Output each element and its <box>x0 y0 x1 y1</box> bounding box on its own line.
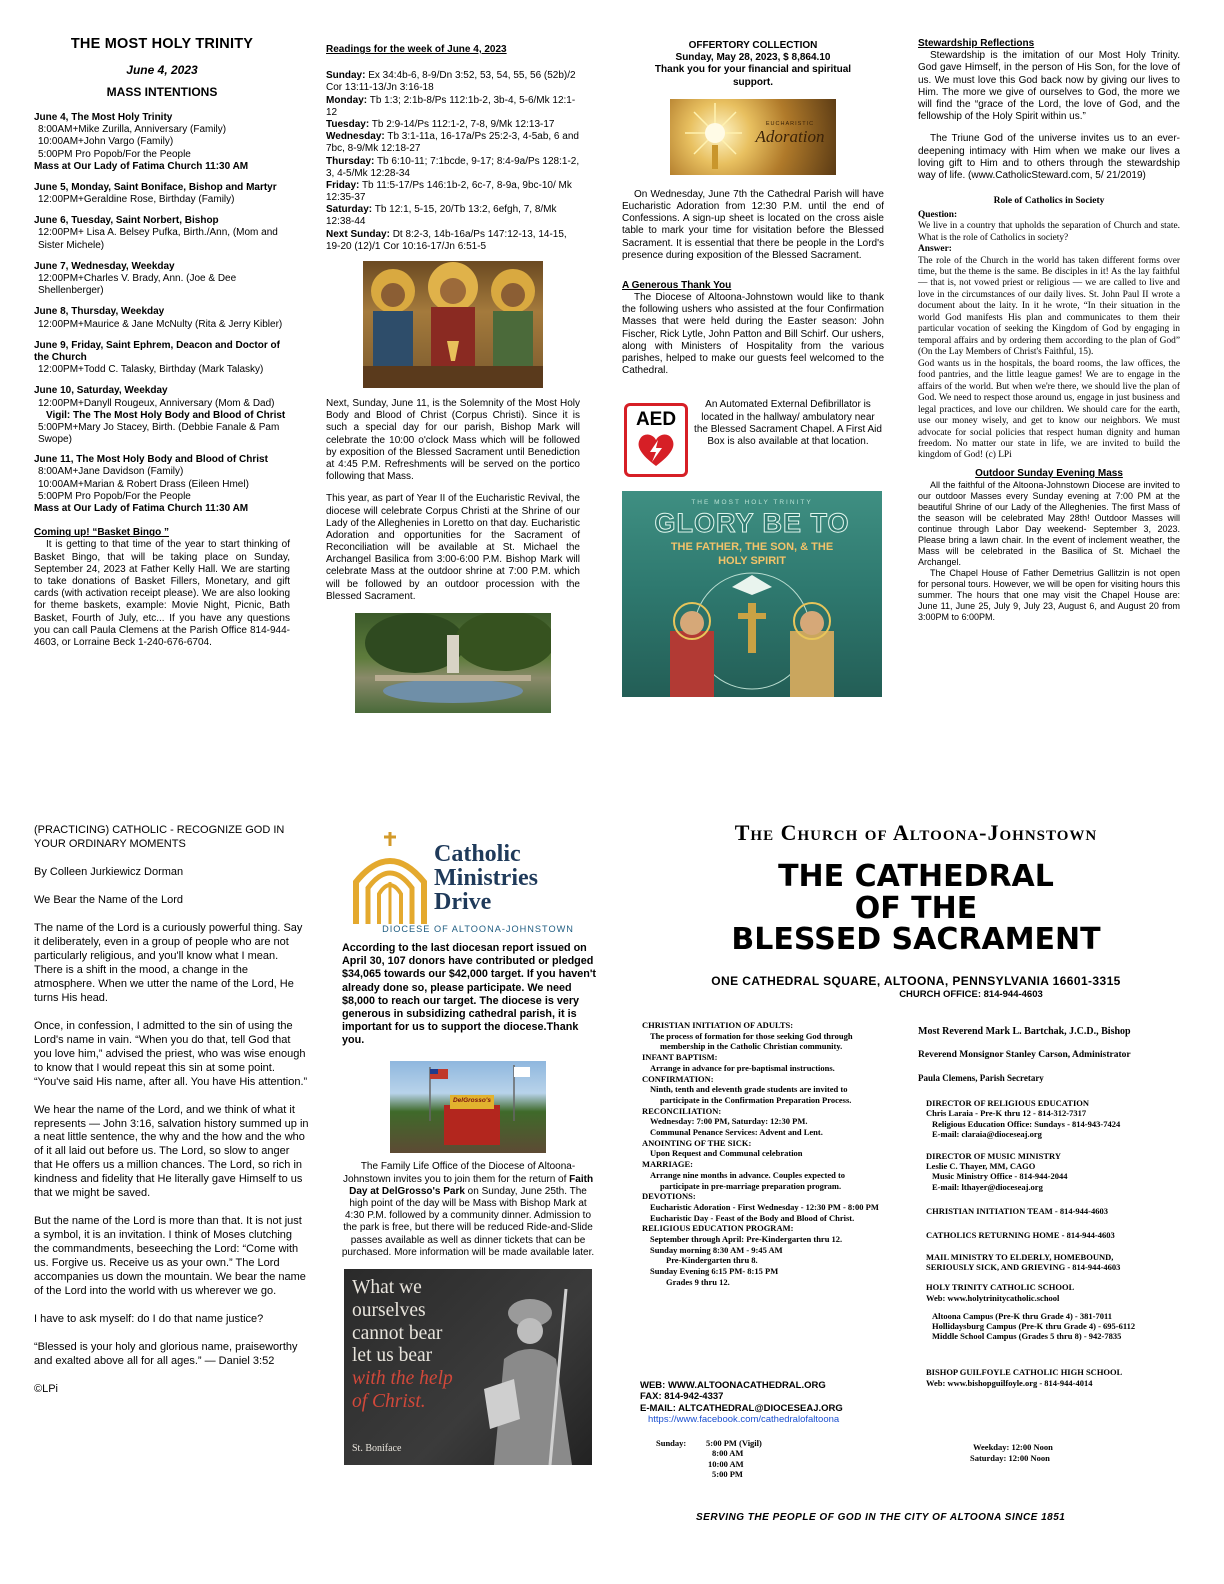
intention-block <box>34 112 290 173</box>
aed-text: An Automated External Defibrillator is located in the hallway/ ambulatory near the Blessed Sacrament Chapel. A First Aid Box is also available at that location. <box>694 399 882 447</box>
intention-note: Mass at Our Lady of Fatima Church 11:30 AM <box>34 160 249 172</box>
school-lines <box>926 1311 1198 1342</box>
cathedral-line2: OF THE <box>854 890 978 926</box>
cit-line: CHRISTIAN INITIATION TEAM - 814-944-4603 <box>926 1205 1108 1216</box>
cmd-text: According to the last diocesan report issued on April 30, 107 donors have contributed or pledged $34,065 towards our $42,000 target. If you haven't already done so, please participate. We need $8,000 to reach our target. The diocese is very generous in subsidizing cathedral parish, it is important for us to support the diocese.Thank you. <box>342 942 596 1047</box>
corpus-christi-text: Next, Sunday, June 11, is the Solemnity of the Most Holy Body and Blood of Christ (Corpus Christi). Since it is such a special day for our parish, Bishop Mark will celebrate the 10:00 o'clock Mass which will be followed by exposition of the Blessed Sacrament until Benediction at 4:45 P.M. Refreshments will be served on the portico following that Mass. <box>326 398 580 483</box>
sacrament-line: Upon Request and Communal celebration <box>650 1148 803 1159</box>
email-line: E-MAIL: ALTCATHEDRAL@DIOCESEAJ.ORG <box>640 1402 843 1414</box>
faith-post: on Sunday, June 25th. The high point of the day will be Mass with Bishop Mark at 4:30 P.M. followed by a community dinner. Admission to the park is free, but there will be reduced Ride-and-Slide passes available as well as dinner tickets that can be purchased. More information will be made available later. <box>341 1185 595 1258</box>
thanks-heading: A Generous Thank You <box>622 279 732 291</box>
sunday-time: 5:00 PM <box>712 1469 743 1480</box>
school-web: Web: www.holytrinitycatholic.school <box>926 1292 1060 1303</box>
weekday-line: Weekday: 12:00 Noon <box>973 1442 1053 1452</box>
bishop-line: Most Reverend Mark L. Bartchak, J.C.D., Bishop <box>918 1026 1131 1037</box>
mass-intentions-heading: MASS INTENTIONS <box>106 85 218 100</box>
mass-intentions-column <box>34 36 290 649</box>
sacrament-line: Eucharistic Adoration - First Wednesday - 12:30 PM - 8:00 PM <box>650 1201 879 1212</box>
outdoor-heading: Outdoor Sunday Evening Mass <box>975 467 1123 479</box>
intention-line: 10:00AM+John Vargo (Family) <box>38 136 174 148</box>
article-p1: The name of the Lord is a curiously powerful thing. Say it deliberately, even in a group of people who are not particularly religious, and you'll know what I mean. There is a shift in the mood, a change in the atmosphere. When we utter the name of the Lord, He turns His head. <box>34 921 303 1004</box>
intention-day: June 8, Thursday, Weekday <box>34 306 165 318</box>
sacrament-heading: MARRIAGE: <box>642 1159 693 1170</box>
school-line: Hollidaysburg Campus (Pre-K thru Grade 4) - 695-6112 <box>932 1321 1136 1331</box>
intention-day: June 7, Wednesday, Weekday <box>34 260 175 272</box>
aed-icon <box>624 403 688 477</box>
facebook-link[interactable]: https://www.facebook.com/cathedralofaltoona <box>648 1414 840 1426</box>
outdoor-p2: The Chapel House of Father Demetrius Gallitzin is not open for personal tours. However, we will be open for visiting hours this summer. The hours that one may visit the Chapel House are: June 11, June 25, July 9, July 23, August 6, and August 20 from 3:00PM to 6:00PM. <box>918 567 1180 622</box>
boniface-quote <box>352 1277 462 1414</box>
question-text: We live in a country that upholds the separation of Church and state. What is the role of Catholics in society? <box>918 221 1180 243</box>
faith-day-text <box>340 1161 596 1259</box>
intention-block <box>34 215 290 252</box>
cathedral-info <box>636 820 1196 1523</box>
outdoor-p1: All the faithful of the Altoona-Johnstown Diocese are invited to our outdoor Masses every Sunday evening at 7:00 PM at the beautiful Shrine of our Lady of the Alleghenies. The first Mass of the season will be celebrated May 28th! Outdoor Masses will continue through Labor Day weekend- September 3, 2023. Please bring a lawn chair. In the event of inclement weather, the Mass will be celebrated in the Basilica of St. Michael the Archangel. <box>918 480 1180 567</box>
school-line: Altoona Campus (Pre-K thru Grade 4) - 381-7011 <box>932 1310 1112 1321</box>
boniface-quote-image <box>344 1269 592 1465</box>
intention-block <box>34 306 290 330</box>
intention-line: 12:00PM+Geraldine Rose, Birthday (Family) <box>38 194 235 206</box>
cmd-line2: Ministries <box>434 865 538 891</box>
heart-bolt-icon <box>636 432 676 468</box>
offertory-thanks: Thank you for your financial and spiritual support. <box>654 64 852 88</box>
article-p2: Once, in confession, I admitted to the sin of using the Lord's name in vain. “When you do that, tell God that you love him,” advised the priest, who was wise enough to know that I would repeat this sin at some point. “You've said His name, after all. You have His attention.” <box>34 1019 308 1088</box>
saturday-line: Saturday: 12:00 Noon <box>970 1452 1050 1463</box>
aed-block <box>622 399 884 479</box>
sacrament-heading: INFANT BAPTISM: <box>642 1052 718 1063</box>
sacrament-heading: CONFIRMATION: <box>642 1073 714 1084</box>
sacrament-heading: RECONCILIATION: <box>642 1105 722 1116</box>
dmm-heading: DIRECTOR OF MUSIC MINISTRY <box>926 1150 1062 1161</box>
weekday-schedule <box>970 1442 1053 1463</box>
feast-title: THE MOST HOLY TRINITY <box>70 36 254 52</box>
sacrament-line: participate in the Confirmation Preparation Process. <box>660 1094 852 1105</box>
bingo-text: It is getting to that time of the year to start thinking of Basket Bingo, that will be taking place on Sunday, September 24, 2023 at Father Kelly Hall. We are starting to take donations of Basket Fillers, Monetary, and gift cards (with activation receipt please). We are also looking for theme baskets, example: Movie Night, Picnic, Bath Basket, Fourth of July, etc... If you have any questions you can call Paula Clemens at the Parish Office 814-944-4603, or Lorraine Beck 1-240-676-6704. <box>34 539 290 648</box>
park-sign: DelGrosso's <box>452 1097 492 1105</box>
reading-entry <box>326 180 580 204</box>
sacrament-line: Sunday morning 8:30 AM - 9:45 AM <box>650 1244 783 1255</box>
hs-heading: BISHOP GUILFOYLE CATHOLIC HIGH SCHOOL <box>926 1367 1123 1378</box>
intention-block <box>34 340 290 377</box>
readings-list <box>326 70 580 253</box>
sacrament-line: membership in the Catholic Christian community. <box>660 1041 843 1052</box>
footer-tagline: SERVING THE PEOPLE OF GOD IN THE CITY OF ALTOONA SINCE 1851 <box>696 1512 1066 1523</box>
sacrament-line: Pre-Kindergarten thru 8. <box>666 1255 758 1266</box>
answer-label: Answer: <box>918 244 952 255</box>
article-subtitle: We Bear the Name of the Lord <box>34 893 183 906</box>
reading-text: Tb 2:9-14/Ps 112:1-2, 7-8, 9/Mk 12:13-17 <box>371 118 555 130</box>
eucharistic-revival-text: This year, as part of Year II of the Eucharistic Revival, the diocese will celebrate Corpus Christi at the Shrine of our Lady of the Alleghenies in Loretto on that day. Eucharistic Adoration and opportunities for the Sacrament of Reconciliation will be available at St. Michael the Archangel Basilica from 3:00-6:00 P.M. Bishop Mark will celebrate Mass at the outdoor shrine at 7:00 P.M. which will be followed by an outdoor procession with the Blessed Sacrament. <box>326 493 580 602</box>
intention-line: 5:00PM Pro Popob/For the People <box>38 148 191 160</box>
article-p3: We hear the name of the Lord, and we think of what it represents — John 3:16, salvation history summed up in a neat little sentence, the why and the how and the who of it all laid out before us. The Lord, so slow to anger that He offers us a million chances. The Lord, so rich in kindness and fidelity that He literally gave Himself to us that we might be saved. <box>34 1103 309 1200</box>
stewardship-p1: Stewardship is the imitation of our Most Holy Trinity. God gave Himself, in the person of His Son, for the love of us. We must love this God back now by giving our lives to Him. The more we give of ourselves to God, the more we will find the “grace of the Lord, the love of God, and the fellowship of the Holy Spirit within us.” <box>918 50 1180 123</box>
intention-line: 8:00AM+Mike Zurilla, Anniversary (Family) <box>38 124 227 136</box>
article-p7: ©LPi <box>34 1383 59 1396</box>
intention-line: 12:00PM+Danyll Rougeux, Anniversary (Mom & Dad) <box>38 397 275 409</box>
reading-entry <box>326 70 580 94</box>
sacrament-line: The process of formation for those seeking God through <box>650 1030 853 1041</box>
cmd-line3: Drive <box>434 889 492 915</box>
answer-p2: God wants us in the hospitals, the board rooms, the law offices, the food pantries, and the little league games! We are to engage in the affairs of the world. But when we're there, we should live the plan of God. We need to respect those around us, engage in just business and legal practices, and love our children. We should care for the earth, use our money wisely, and get to know our neighbors. We must advocate for social policies that respect human dignity and human freedom. No matter our state in life, we are invited to build the kingdom of God! (c) LPi <box>918 358 1180 461</box>
intention-day: June 10, Saturday, Weekday <box>34 385 168 397</box>
hs-web: Web: www.bishopguilfoyle.org - 814-944-4014 <box>926 1377 1093 1388</box>
article-byline: By Colleen Jurkiewicz Dorman <box>34 865 184 878</box>
intention-line: 12:00PM+Charles V. Brady, Ann. (Joe & Dee Shellenberger) <box>38 273 237 297</box>
offertory-title: OFFERTORY COLLECTION <box>688 40 818 51</box>
reading-entry <box>326 156 580 180</box>
adoration-text: On Wednesday, June 7th the Cathedral Parish will have Eucharistic Adoration from 12:30 P.M. until the end of Confessions. A sign-up sheet is located on the cross aisle table to mark your time for visitation before the Blessed Sacrament. It is essential that there be people in the Lord's presence during exposition of the Blessed Sacrament. <box>622 188 884 261</box>
sunday-label: Sunday: <box>656 1438 687 1448</box>
reading-day: Thursday: <box>326 155 375 167</box>
reading-text: Tb 12:1, 5-15, 20/Tb 13:2, 6efgh, 7, 8/Mk 12:38-44 <box>326 204 557 228</box>
answer-p1: The role of the Church in the world has taken different forms over time, but the theme is the same. Be disciples in it! As the lay faithful — that is, not vowed priest or religious — we are called to live and love in the circumstances of our daily lives. St. John Paul II wrote a document about the laity. In it he wrote, “In their situation in the world God manifests His plan and communicates to them their particular vocation of seeking the Kingdom of God by engaging in temporal affairs and by ordering them according to the plan of God” (On the Lay Members of Christ's Faithful, 15). <box>918 255 1180 358</box>
glory-be-image <box>622 491 882 697</box>
june11-lines <box>34 466 290 503</box>
school-line: Middle School Campus (Grades 5 thru 8) - 942-7835 <box>932 1331 1122 1342</box>
quote-part1: What we ourselves cannot bear let us bear <box>352 1276 443 1367</box>
sacrament-line: participate in pre-marriage preparation program. <box>660 1180 842 1191</box>
sacrament-heading: DEVOTIONS: <box>642 1191 696 1202</box>
reading-entry <box>326 95 580 119</box>
june11-line: 5:00PM Pro Popob/For the People <box>38 490 191 502</box>
delgrosso-photo <box>390 1061 546 1153</box>
sacrament-line: Eucharistic Day - Feast of the Body and Blood of Christ. <box>650 1212 855 1223</box>
june11-line: 8:00AM+Jane Davidson (Family) <box>38 466 184 478</box>
mail-line1: MAIL MINISTRY TO ELDERLY, HOMEBOUND, <box>926 1252 1114 1263</box>
aed-label: AED <box>635 409 677 431</box>
sunday-time: 10:00 AM <box>708 1458 744 1469</box>
cmd-diocese: DIOCESE OF ALTOONA-JOHNSTOWN <box>382 924 574 934</box>
shrine-photo <box>355 613 551 713</box>
sacrament-line: Grades 9 thru 12. <box>666 1276 730 1287</box>
dmm-line: E-mail: lthayer@dioceseaj.org <box>932 1181 1043 1192</box>
boniface-author: St. Boniface <box>352 1442 402 1454</box>
bingo-heading: Coming up! “Basket Bingo ” <box>34 527 169 539</box>
cathedral-line1: THE CATHEDRAL <box>778 858 1054 894</box>
practicing-catholic-column <box>34 824 309 1397</box>
sacrament-line: Arrange nine months in advance. Couples expected to <box>650 1169 846 1180</box>
reading-entry <box>326 204 580 228</box>
stewardship-p2: The Triune God of the universe invites us to an ever-deepening intimacy with Him when we make our lives a loving gift to Him and to others through the stewardship way of life. (www.CatholicSteward.com, 5/ 21/2019) <box>918 133 1180 181</box>
june11-note: Mass at Our Lady of Fatima Church 11:30 AM <box>34 503 249 514</box>
park-entrance-icon <box>390 1061 546 1153</box>
offertory-column <box>622 40 884 697</box>
reading-day: Friday: <box>326 179 360 191</box>
dmm-lines <box>926 1161 1198 1192</box>
intentions-list <box>34 112 290 410</box>
june11-line: 10:00AM+Marian & Robert Drass (Eileen Hmel) <box>38 478 249 490</box>
intention-day: June 5, Monday, Saint Boniface, Bishop and Martyr <box>34 181 277 193</box>
vigil-line: 5:00PM+Mary Jo Stacey, Birth. (Debbie Fanale & Pam Swope) <box>38 421 280 446</box>
cmd-line1: Catholic <box>434 841 521 867</box>
sunday-times <box>706 1438 786 1479</box>
glory-sub: THE FATHER, THE SON, & THE HOLY SPIRIT <box>670 541 834 567</box>
sacrament-line: Communal Penance Services: Advent and Lent. <box>650 1127 823 1138</box>
church-arch-icon <box>352 832 428 926</box>
shrine-scene-icon <box>355 613 551 713</box>
adoration-small: EUCHARISTIC <box>765 120 815 127</box>
dre-heading: DIRECTOR OF RELIGIOUS EDUCATION <box>926 1098 1090 1109</box>
offertory-amount: Sunday, May 28, 2023, $ 8,864.10 <box>675 52 831 64</box>
reading-text: Tb 3:1-11a, 16-17a/Ps 25:2-3, 4-5ab, 6 and 7bc, 8-9/Mk 12:18-27 <box>326 131 579 155</box>
stewardship-heading: Stewardship Reflections <box>918 38 1035 49</box>
dre-line: E-mail: claraia@dioceseaj.org <box>932 1128 1042 1139</box>
adoration-image <box>670 99 836 175</box>
intention-block <box>34 385 290 409</box>
sacraments-list <box>642 1020 932 1288</box>
staff-block <box>918 1026 1198 1388</box>
secretary-line: Paula Clemens, Parish Secretary <box>918 1073 1044 1084</box>
adoration-caption <box>748 121 832 148</box>
question-label: Question: <box>918 209 958 220</box>
quote-part2: with the help of Christ. <box>352 1368 453 1412</box>
readings-heading: Readings for the week of June 4, 2023 <box>326 44 507 55</box>
dre-lines <box>926 1108 1198 1139</box>
fax-line: FAX: 814-942-4337 <box>640 1391 724 1403</box>
contact-block <box>640 1380 940 1426</box>
directors <box>918 1098 1198 1388</box>
reading-day: Wednesday: <box>326 131 385 143</box>
faith-bold: Faith Day at DelGrosso's Park <box>349 1173 594 1197</box>
reading-day: Saturday: <box>326 204 373 216</box>
crh-line: CATHOLICS RETURNING HOME - 814-944-4603 <box>926 1229 1115 1240</box>
article-title: (PRACTICING) CATHOLIC - RECOGNIZE GOD IN YOUR ORDINARY MOMENTS <box>34 824 285 850</box>
reading-day: Tuesday: <box>326 118 370 130</box>
last-supper-image <box>363 261 543 388</box>
reading-entry <box>326 131 580 155</box>
cathedral-name <box>636 858 1196 958</box>
vigil-heading: Vigil: The The Most Holy Body and Blood of Christ <box>46 409 286 421</box>
role-heading: Role of Catholics in Society <box>993 196 1105 207</box>
sacrament-heading: ANOINTING OF THE SICK: <box>642 1137 752 1148</box>
stewardship-column <box>918 38 1180 623</box>
church-name: The Church of Altoona-Johnstown <box>734 820 1098 845</box>
role-body <box>918 210 1180 462</box>
cmd-logo <box>340 830 596 938</box>
intention-block <box>34 182 290 206</box>
glory-big: GLORY BE TO <box>654 508 850 539</box>
dmm-line: Leslie C. Thayer, MM, CAGO <box>926 1161 1036 1172</box>
cathedral-address: ONE CATHEDRAL SQUARE, ALTOONA, PENNSYLVANIA 16601-3315 <box>711 974 1121 989</box>
reading-text: Tb 6:10-11; 7:1bcde, 9-17; 8:4-9a/Ps 128:1-2, 3, 4-5/Mk 12:28-34 <box>326 155 580 179</box>
ministries-column <box>340 830 596 1465</box>
thanks-text: The Diocese of Altoona-Johnstown would like to thank the following ushers who assisted at the four Confirmation Masses that were held during the Easter season: John Fischer, Rick Lytle, John Patton and Bill Schirf. Our ushers, along with Ministers of Hospitality from the various parishes, helped to make our guests feel welcomed to the Cathedral. <box>622 292 884 377</box>
cmd-title <box>434 842 538 914</box>
article-p4: But the name of the Lord is more than that. It is not just a symbol, it is an invitation. I think of Moses clutching the commandments, beseeching the Lord: “Come with us. Forgive us. Receive us as your own.” The Lord accompanies us down the mountain. We bear the name of the Lord into the world with us wherever we go. <box>34 1215 306 1298</box>
adoration-label: Adoration <box>755 127 825 147</box>
sunday-time: 5:00 PM (Vigil) <box>706 1438 762 1448</box>
june11-heading: June 11, The Most Holy Body and Blood of Christ <box>34 454 268 466</box>
church-office: CHURCH OFFICE: 814-944-4603 <box>899 988 1043 1000</box>
reading-text: Dt 8:2-3, 14b-16a/Ps 147:12-13, 14-15, 19-20 (12)/1 Cor 10:16-17/Jn 6:51-5 <box>326 228 567 252</box>
intention-line: 12:00PM+ Lisa A. Belsey Pufka, Birth./Ann, (Mom and Sister Michele) <box>38 227 278 251</box>
intention-line: 12:00PM+Maurice & Jane McNulty (Rita & Jerry Kibler) <box>38 318 283 330</box>
intention-day: June 9, Friday, Saint Ephrem, Deacon and Doctor of the Church <box>34 339 280 363</box>
reading-entry <box>326 119 580 131</box>
sacrament-line: Arrange in advance for pre-baptismal instructions. <box>650 1062 835 1073</box>
school-heading: HOLY TRINITY CATHOLIC SCHOOL <box>926 1282 1075 1293</box>
glory-small: THE MOST HOLY TRINITY <box>691 499 813 507</box>
reading-day: Next Sunday: <box>326 228 390 240</box>
readings-column <box>326 44 580 713</box>
intention-day: June 6, Tuesday, Saint Norbert, Bishop <box>34 215 219 227</box>
dre-line: Religious Education Office: Sundays - 814-943-7424 <box>932 1118 1121 1129</box>
reading-text: Ex 34:4b-6, 8-9/Dn 3:52, 53, 54, 55, 56 (52b)/2 Cor 13:11-13/Jn 3:16-18 <box>326 70 576 94</box>
trinity-art-icon <box>622 491 882 697</box>
article-p6: “Blessed is your holy and glorious name, praiseworthy and exalted above all for all ages.” — Daniel 3:52 <box>34 1341 298 1368</box>
cathedral-line3: BLESSED SACRAMENT <box>731 922 1101 958</box>
reading-text: Tb 1:3; 2:1b-8/Ps 112:1b-2, 3b-4, 5-6/Mk 12:1-12 <box>326 94 576 118</box>
sacrament-heading: CHRISTIAN INITIATION OF ADULTS: <box>642 1020 794 1030</box>
sacrament-line: Ninth, tenth and eleventh grade students are invited to <box>650 1084 848 1095</box>
faith-pre: The Family Life Office of the Diocese of Altoona-Johnstown invites you to join them for the return of <box>342 1161 576 1185</box>
administrator-line: Reverend Monsignor Stanley Carson, Administrator <box>918 1050 1131 1060</box>
reading-day: Sunday: <box>326 70 366 82</box>
intention-line: 12:00PM+Todd C. Talasky, Birthday (Mark Talasky) <box>38 364 264 376</box>
feast-date: June 4, 2023 <box>126 62 198 77</box>
reading-text: Tb 11:5-17/Ps 146:1b-2, 6c-7, 8-9a, 9bc-10/ Mk 12:35-37 <box>326 179 572 204</box>
intention-day: June 4, The Most Holy Trinity <box>34 111 173 123</box>
mosaic-icon <box>363 261 543 388</box>
dre-line: Chris Laraia - Pre-K thru 12 - 814-312-7317 <box>926 1108 1087 1119</box>
mail-line2: SERIOUSLY SICK, AND GRIEVING - 814-944-4603 <box>926 1262 1121 1273</box>
website-line: WEB: WWW.ALTOONACATHEDRAL.ORG <box>640 1380 826 1391</box>
sacrament-line: Sunday Evening 6:15 PM- 8:15 PM <box>650 1266 779 1277</box>
dmm-line: Music Ministry Office - 814-944-2044 <box>932 1171 1068 1182</box>
reading-entry <box>326 229 580 253</box>
sacrament-line: Wednesday: 7:00 PM, Saturday: 12:30 PM. <box>650 1116 808 1127</box>
sunday-time: 8:00 AM <box>712 1448 744 1459</box>
sacrament-line: September through April: Pre-Kindergarten thru 12. <box>650 1234 843 1245</box>
sacrament-heading: RELIGIOUS EDUCATION PROGRAM: <box>642 1223 794 1234</box>
article-p5: I have to ask myself: do I do that name justice? <box>34 1313 264 1326</box>
reading-day: Monday: <box>326 94 368 106</box>
intention-block <box>34 261 290 298</box>
